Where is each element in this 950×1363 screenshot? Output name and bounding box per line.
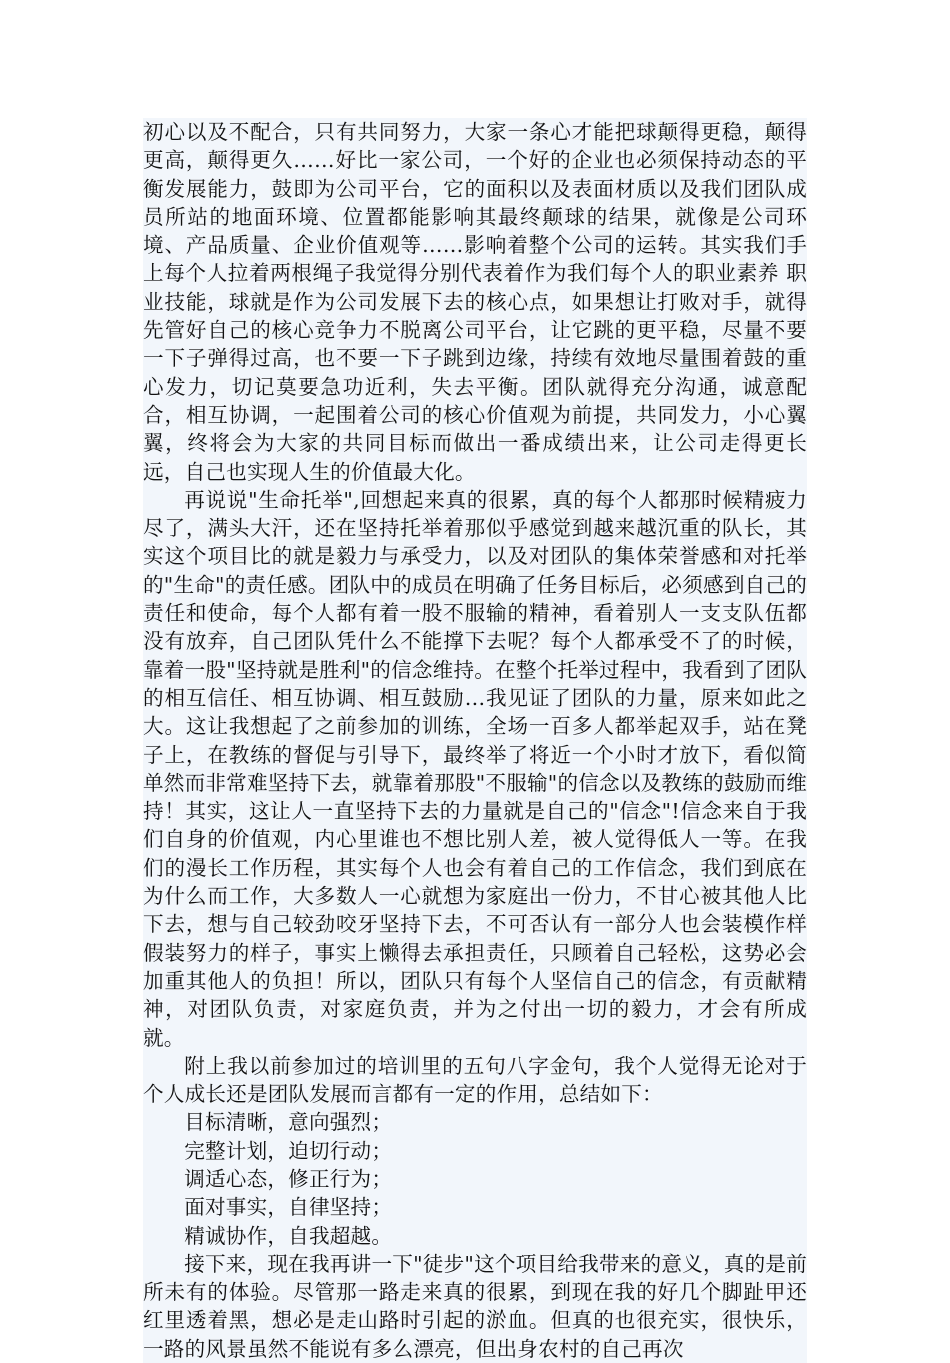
motto-list bbox=[143, 1108, 807, 1249]
motto-item: 调适心态，修正行为； bbox=[184, 1166, 393, 1191]
paragraph-drum-game: 初心以及不配合，只有共同努力，大家一条心才能把球颠得更稳，颠得更高，颠得更久……好比一家公司，一个好的企业也必须保持动态的平衡发展能力，鼓即为公司平台，它的面积以及表面材质以及我们团队成员所站的地面环境、位置都能影响其最终颠球的结果，就像是公司环境、产品质量、企业价值观等……影响着整个公司的运转。其实我们手上每个人拉着两根绳子我觉得分别代表着作为我们每个人的职业素养 职业技能，球就是作为公司发展下去的核心点，如果想让打败对手，就得先管好自己的核心竞争力不脱离公司平台，让它跳的更平稳，尽量不要一下子弹得过高，也不要一下子跳到边缘，持续有效地尽量围着鼓的重心发力，切记莫要急功近利，失去平衡。团队就得充分沟通，诚意配合，相互协调，一起围着公司的核心价值观为前提，共同发力，小心翼翼，终将会为大家的共同目标而做出一番成绩出来，让公司走得更长远，自己也实现人生的价值最大化。 bbox=[143, 120, 807, 484]
paragraph-life-lift: 再说说"生命托举",回想起来真的很累，真的每个人都那时候精疲力尽了，满头大汗，还在坚持托举着那似乎感觉到越来越沉重的队长，其实这个项目比的就是毅力与承受力，以及对团队的集体荣誉感和对托举的"生命"的责任感。团队中的成员在明确了任务目标后，必须感到自己的责任和使命，每个人都有着一股不服输的精神，看着别人一支支队伍都没有放弃，自己团队凭什么不能撑下去呢？每个人都承受不了的时候，靠着一股"坚持就是胜利"的信念维持。在整个托举过程中，我看到了团队的相互信任、相互协调、相互鼓励…我见证了团队的力量，原来如此之大。这让我想起了之前参加的训练，全场一百多人都举起双手，站在凳子上，在教练的督促与引导下，最终举了将近一个小时才放下，看似简单然而非常难坚持下去，就靠着那股"不服输"的信念以及教练的鼓励而维持！其实，这让人一直坚持下去的力量就是自己的"信念"!信念来自于我们自身的价值观，内心里谁也不想比别人差，被人觉得低人一等。在我们的漫长工作历程，其实每个人也会有着自己的工作信念，我们到底在为什么而工作，大多数人一心就想为家庭出一份力，不甘心被其他人比下去，想与自己较劲咬牙坚持下去，不可否认有一部分人也会装模作样假装努力的样子，事实上懒得去承担责任，只顾着自己轻松，这势必会加重其他人的负担！所以，团队只有每个人坚信自己的信念，有贡献精神，对团队负责，对家庭负责，并为之付出一切的毅力，才会有所成就。 bbox=[143, 487, 807, 1050]
paragraph-mottos-intro: 附上我以前参加过的培训里的五句八字金句，我个人觉得无论对于个人成长还是团队发展而言都有一定的作用，总结如下： bbox=[143, 1053, 807, 1107]
motto-item: 完整计划，迫切行动； bbox=[184, 1138, 393, 1163]
document-body bbox=[143, 118, 807, 1363]
paragraph-hiking: 接下来，现在我再讲一下"徒步"这个项目给我带来的意义，真的是前所未有的体验。尽管那一路走来真的很累，到现在我的好几个脚趾甲还红里透着黑，想必是走山路时引起的淤血。但真的也很充实，很快乐，一路的风景虽然不能说有多么漂亮，但出身农村的自己再次 bbox=[143, 1251, 807, 1361]
motto-item: 精诚协作，自我超越。 bbox=[184, 1223, 393, 1248]
motto-item: 目标清晰，意向强烈； bbox=[184, 1110, 393, 1135]
motto-item: 面对事实，自律坚持； bbox=[184, 1195, 393, 1220]
